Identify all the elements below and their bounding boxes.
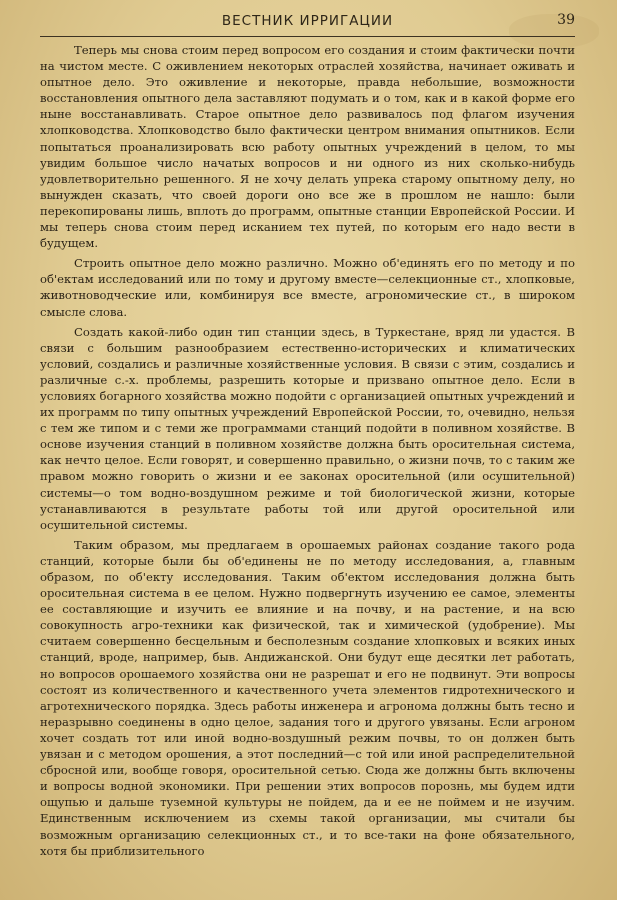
article-body [40,42,575,859]
paragraph-3: Создать какой-либо один тип станции здесь, в Туркестане, вряд ли удастся. В связи с большим разнообразием естественно-исторических и климатических условий, создались и различные хозяйственные условия. В связи с этим, создались и различные с.-х. проблемы, разрешить которые и призвано опытное дело. Если в условиях богарного хозяйства можно подойти с организацией опытных учреждений и их программ по типу опытных учреждений Европейской России, то, очевидно, нельзя с тем же типом и с теми же программами станций подойти в поливном хозяйстве. В основе изучения станций в поливном хозяйстве должна быть оросительная система, как нечто целое. Если говорят, и совершенно правильно, о жизни почв, то с таким же правом можно говорить о жизни и ее законах оросительной (или осушительной) системы—о том водно-воздушном режиме и той биологической жизни, которые устанавливаются в результате работы той или другой оросительной или осушительной системы. [40,324,575,532]
paragraph-2: Строить опытное дело можно различно. Можно об'единять его по методу и по об'ектам исследований или по тому и другому вместе—селекционные ст., хлопковые, животноводческие или, комбинируя все вместе, агрономические ст., в широком смысле слова. [40,256,575,319]
page-number: 39 [557,12,575,28]
paragraph-1: Теперь мы снова стоим перед вопросом его создания и стоим фактически почти на чистом месте. С оживлением некоторых отраслей хозяйства, начинает оживать и опытное дело. Это оживление и некоторые, правда небольшие, возможности восстановления опытного дела заставляют подумать и о том, как и в какой форме его ныне восстанавливать. Старое опытное дело развивалось под флагом изучения хлопководства. Хлопководство было фактически центром внимания опытников. Если попытаться проанализировать всю работу опытных учреждений в целом, то мы увидим большое число начатых вопросов и ни одного из них сколько-нибудь удовлетворительно решенного. Я не хочу делать упрека старому опытному делу, но вынужден сказать, что своей дороги оно все же в прошлом не нашло: были перекопированы лишь, вплоть до программ, опытные станции Европейской России. И мы теперь снова стоим перед исканием тех путей, по которым его надо вести в будущем. [40,43,575,251]
running-header [40,10,575,37]
journal-title: ВЕСТНИК ИРРИГАЦИИ [221,13,394,29]
paragraph-4: Таким образом, мы предлагаем в орошаемых районах создание такого рода станций, которые были бы об'единены не по методу исследования, а, главным образом, по об'екту исследования. Таким об'ектом исследования должна быть оросительная система в ее целом. Нужно подвергнуть изучению ее самое, элементы ее составляющие и изучить ее влияние и на почву, и на растение, и на всю совокупность агро-техники как физической, так и химической (удобрение). Мы считаем совершенно бесцельным и бесполезным создание хлопковых и всяких иных станций, вроде, например, быв. Андижанской. Они будут еще десятки лет работать, но вопросов орошаемого хозяйства они не разрешат и его не подвинут. Эти вопросы состоят из количественного и качественного учета элементов гидротехнического и агротехнического порядка. Здесь работы инженера и агронома должны быть тесно и неразрывно соединены в одно целое, задания того и другого увязаны. Если агроном хочет создать тот или иной водно-воздушный режим почвы, то он должен быть увязан и с методом орошения, а этот последний—с той или иной распределительной сбросной или, вообще говоря, оросительной сетью. Сюда же должны быть включены и вопросы водной экономики. При решении этих вопросов порознь, мы будем идти ощупью и дальше туземной культуры не пойдем, да и ее не поймем и не изучим. Единственным исключением из схемы такой организации, мы считали бы возможным организацию селекционных ст., и то все-таки на фоне обязательного, хотя бы приблизительного [40,537,575,858]
